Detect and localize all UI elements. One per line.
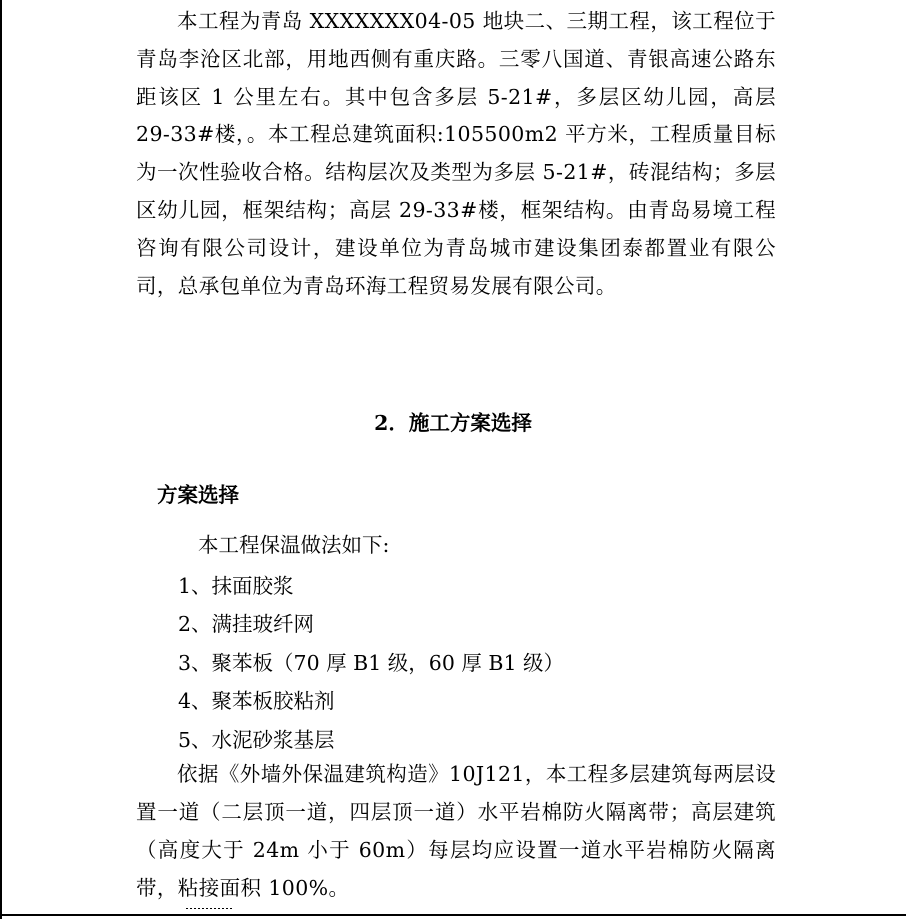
insulation-step: 1、抹面胶浆 [178,574,294,598]
page-left-border [0,0,2,919]
insulation-step: 5、水泥砂浆基层 [178,727,335,752]
insulation-intro: 本工程保温做法如下: [198,533,390,557]
insulation-step: 3、聚苯板（70 厚 B1 级，60 厚 B1 级） [178,650,565,675]
sub-heading: 方案选择 [157,483,239,507]
section-heading: 2．施工方案选择 [374,411,532,435]
project-overview-paragraph: 本工程为青岛 XXXXXXX04-05 地块二、三期工程，该工程位于青岛李沧区北部，用地西侧有重庆路。三零八国道、青银高速公路东距该区 1 公里左右。其中包含多层 5-21#，多层区幼儿园，高层 29-33#楼，。本工程总建筑面积:105500m2 平方米，工程质量目标为一次性验收合格。结构层次及类型为多层 5-21#，砖混结构；多层区幼儿园，框架结构；高层 29-33#楼，框架结构。由青岛易境工程咨询有限公司设计，建设单位为青岛城市建设集团泰都置业有限公司，总承包单位为青岛环海工程贸易发展有限公司。 [136,9,776,298]
insulation-steps-list [178,567,564,759]
insulation-step: 2、满挂玻纤网 [178,612,315,637]
insulation-step: 4、聚苯板胶粘剂 [178,689,335,714]
fire-barrier-paragraph: 依据《外墙外保温建筑构造》10J121，本工程多层建筑每两层设置一道（二层顶一道，四层顶一道）水平岩棉防火隔离带；高层建筑（高度大于 24m 小于 60m）每层均应设置一道水平岩棉防火隔离带，粘接面积 100%。 [136,762,776,900]
page-bottom-border [0,914,906,916]
